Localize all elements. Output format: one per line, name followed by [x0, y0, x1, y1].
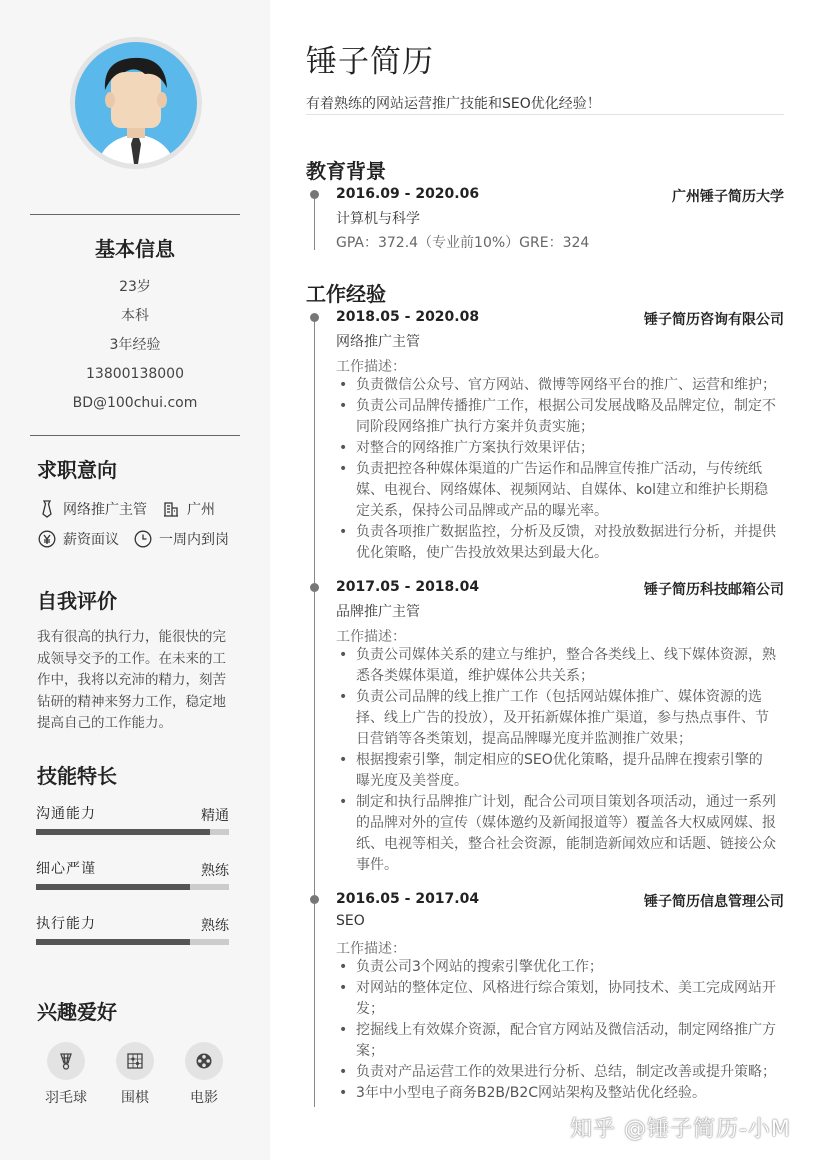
basic-info-list	[30, 277, 240, 422]
work-timeline	[314, 317, 315, 1107]
intent-city-text: 广州	[187, 502, 215, 518]
job-bullet: • 3年中小型电子商务B2B/B2C网站架构及整站优化经验。	[336, 1083, 776, 1104]
intent-availability-text: 一周内到岗	[159, 532, 229, 548]
job-desc-label: 工作描述：	[336, 941, 406, 957]
education-gpa: GPA：372.4（专业前10%）GRE：324	[336, 235, 590, 251]
avatar-illustration-icon	[75, 42, 197, 164]
education-major: 计算机与科学	[336, 211, 420, 227]
skill-level: 熟练	[201, 863, 229, 879]
job-date: 2018.05 - 2020.08	[336, 309, 480, 325]
timeline-dot	[310, 313, 319, 322]
skill-bar-fill	[36, 939, 190, 945]
job-intent-heading: 求职意向	[37, 458, 117, 482]
tagline: 有着熟练的网站运营推广技能和SEO优化经验！	[306, 96, 601, 112]
hobby-item	[174, 1042, 234, 1107]
phone: 13800138000	[86, 366, 184, 382]
skill-name: 沟通能力	[36, 806, 96, 822]
job-bullet: • 制定和执行品牌推广计划，配合公司项目策划各项活动，通过一系列的品牌对外的宣传（媒体邀约及新闻报道等）覆盖各大权威网媒、报纸、电视等相关，整合社会资源，能制造新闻效应和话题、链接公众事件。	[336, 792, 776, 876]
job-bullet: • 负责对产品运营工作的效果进行分析、总结，制定改善或提升策略；	[336, 1062, 776, 1083]
job-company: 锤子简历咨询有限公司	[644, 312, 784, 328]
experience-years: 3年经验	[109, 337, 161, 353]
tie-icon	[37, 499, 57, 519]
sidebar	[0, 0, 270, 1160]
job-role: 网络推广主管	[336, 334, 420, 350]
job-company: 锤子简历信息管理公司	[644, 894, 784, 910]
job-bullet: • 负责公司3个网站的搜索引擎优化工作；	[336, 957, 776, 978]
skill-bar	[36, 829, 229, 835]
film-reel-icon	[185, 1042, 223, 1080]
job-bullet: • 对整合的网络推广方案执行效果评估；	[336, 438, 776, 459]
job-bullet: • 负责微信公众号、官方网站、微博等网络平台的推广、运营和维护；	[336, 375, 776, 396]
skill-level: 熟练	[201, 918, 229, 934]
job-bullet: • 负责各项推广数据监控，分析及反馈，对投放数据进行分析，并提供优化策略，使广告投放效果达到最大化。	[336, 522, 776, 564]
education-timeline	[314, 194, 315, 250]
education-level: 本科	[121, 308, 149, 324]
job-intent-row-1	[37, 498, 229, 520]
badminton-icon	[47, 1042, 85, 1080]
email: BD@100chui.com	[72, 395, 198, 411]
skill-bar	[36, 939, 229, 945]
hobby-item	[105, 1042, 165, 1107]
avatar	[70, 37, 202, 169]
job-bullet: • 负责公司媒体关系的建立与维护，整合各类线上、线下媒体资源，熟悉各类媒体渠道，维护媒体公共关系；	[336, 645, 776, 687]
timeline-dot	[310, 190, 319, 199]
job-role: SEO	[336, 913, 365, 929]
job-bullet: • 挖掘线上有效媒介资源，配合官方网站及微信活动，制定网络推广方案；	[336, 1020, 776, 1062]
skill-bar-fill	[36, 829, 210, 835]
hobby-item	[36, 1042, 96, 1107]
work-heading: 工作经验	[306, 282, 386, 306]
job-bullet: • 负责公司品牌的线上推广工作（包括网站媒体推广、媒体资源的选择、线上广告的投放），及开拓新媒体推广渠道，参与热点事件、节日营销等各类策划，提高品牌曝光度并监测推广效果；	[336, 687, 776, 750]
hobby-label: 羽毛球	[45, 1090, 87, 1106]
go-board-icon	[116, 1042, 154, 1080]
self-eval-heading: 自我评价	[37, 589, 117, 613]
yen-icon	[37, 529, 57, 549]
timeline-dot	[310, 895, 319, 904]
divider	[30, 435, 240, 436]
hobbies-heading: 兴趣爱好	[37, 1000, 117, 1024]
job-bullet: • 负责公司品牌传播推广工作，根据公司发展战略及品牌定位，制定不同阶段网络推广执行方案并负责实施；	[336, 396, 776, 438]
intent-position-text: 网络推广主管	[63, 502, 147, 518]
skill-bar	[36, 884, 229, 890]
intent-position	[37, 499, 147, 519]
divider	[30, 214, 240, 215]
basic-info-heading: 基本信息	[95, 237, 175, 261]
hobby-label: 围棋	[121, 1090, 149, 1106]
skill-name: 细心严谨	[36, 861, 96, 877]
job-date: 2017.05 - 2018.04	[336, 579, 480, 595]
education-school: 广州锤子简历大学	[672, 189, 784, 205]
job-bullet: • 根据搜索引擎，制定相应的SEO优化策略，提升品牌在搜索引擎的曝光度及美誉度。	[336, 750, 776, 792]
job-company: 锤子简历科技邮箱公司	[644, 582, 784, 598]
age: 23岁	[119, 279, 151, 295]
skill-name: 执行能力	[36, 916, 96, 932]
intent-salary-text: 薪资面议	[63, 532, 119, 548]
education-heading: 教育背景	[306, 159, 386, 183]
hobby-label: 电影	[190, 1090, 218, 1106]
divider	[306, 114, 784, 115]
job-desc-label: 工作描述：	[336, 359, 406, 375]
clock-icon	[133, 529, 153, 549]
skills-heading: 技能特长	[37, 764, 117, 788]
skill-level: 精通	[201, 808, 229, 824]
intent-salary	[37, 529, 119, 549]
job-bullet: • 对网站的整体定位、风格进行综合策划，协同技术、美工完成网站开发；	[336, 978, 776, 1020]
self-eval-text: 我有很高的执行力，能很快的完成领导交予的工作。在未来的工作中，我将以充沛的精力，刻苦钻研的精神来努力工作，稳定地提高自己的工作能力。	[37, 629, 226, 731]
job-role: 品牌推广主管	[336, 604, 420, 620]
job-bullet: • 负责把控各种媒体渠道的广告运作和品牌宣传推广活动，与传统纸媒、电视台、网络媒体、视频网站、自媒体、kol建立和维护长期稳定关系，保持公司品牌或产品的曝光率。	[336, 459, 776, 522]
intent-availability	[133, 529, 229, 549]
job-intent-row-2	[37, 528, 243, 550]
watermark: 知乎 @锤子简历-小M	[570, 1117, 791, 1142]
skill-bar-fill	[36, 884, 190, 890]
intent-city	[161, 499, 215, 519]
building-icon	[161, 499, 181, 519]
job-date: 2016.05 - 2017.04	[336, 891, 480, 907]
timeline-dot	[310, 583, 319, 592]
page-title: 锤子简历	[306, 44, 434, 80]
education-date: 2016.09 - 2020.06	[336, 186, 480, 202]
job-desc-label: 工作描述：	[336, 629, 406, 645]
